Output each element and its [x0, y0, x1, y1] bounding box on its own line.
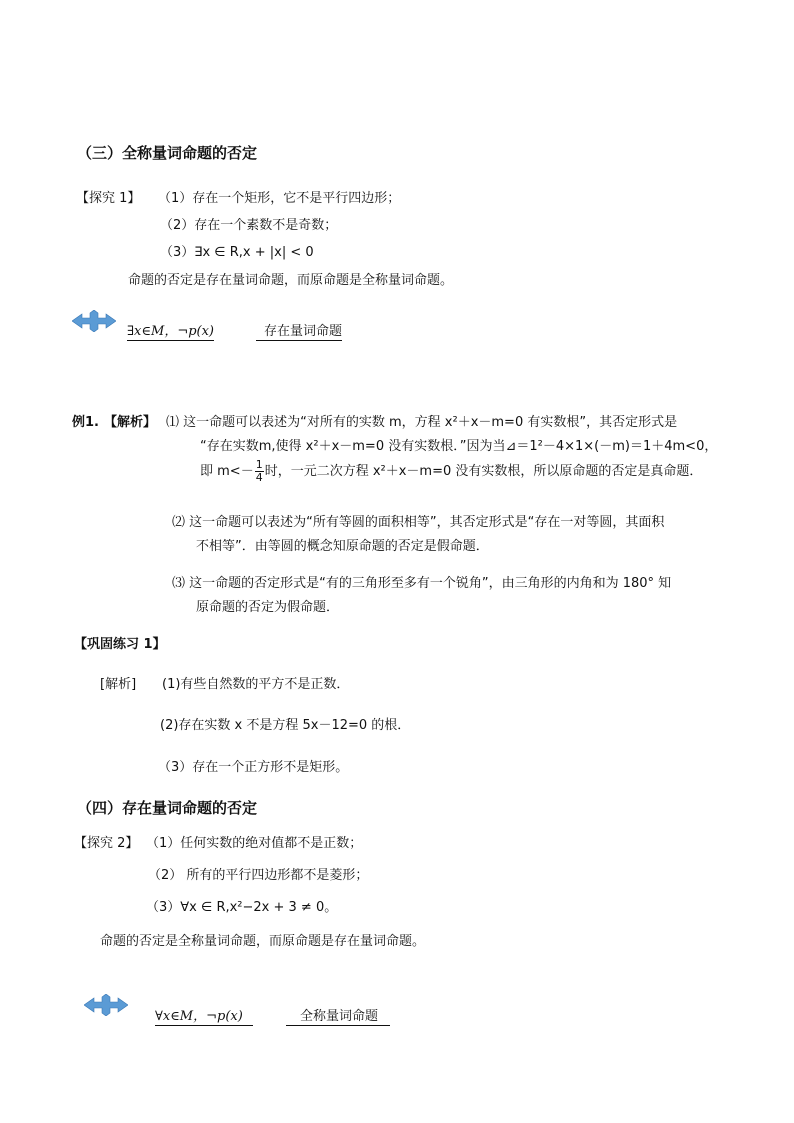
explore2-item-1: （1）任何实数的绝对值都不是正数； — [146, 836, 363, 851]
fraction-one-quarter — [255, 459, 264, 484]
example1-p1-line3 — [200, 459, 702, 484]
four-way-arrow-icon — [84, 994, 128, 1016]
fill-answer-2: 全称量词命题 — [286, 1005, 390, 1026]
fill-answer-1: 存在量词命题 — [256, 320, 342, 341]
explore1-conclusion: 命题的否定是存在量词命题，而原命题是全称量词命题。 — [128, 273, 454, 288]
practice1-item-2: (2)存在实数 x 不是方程 5x－12=0 的根． — [160, 718, 411, 733]
explore1-item-3: （3）∃x ∈ R,x + |x| < 0 — [160, 245, 314, 260]
example1-analysis-label: 【解析】 — [104, 415, 157, 430]
section4-heading: （四）存在量词命题的否定 — [77, 799, 258, 817]
example1-label: 例1. — [72, 415, 99, 430]
example1-p1-line2: “存在实数m,使得 x²＋x－m=0 没有实数根．”因为当⊿＝1²－4×1×(－m)＝1＋4m<0， — [200, 439, 718, 454]
explore2-item-3: （3）∀x ∈ R,x²−2x + 3 ≠ 0。 — [146, 900, 338, 915]
practice1-item-3: （3）存在一个正方形不是矩形。 — [158, 760, 349, 775]
explore2-conclusion: 命题的否定是全称量词命题，而原命题是存在量词命题。 — [100, 934, 426, 949]
p1-line3-prefix: 即 m<－ — [200, 464, 254, 479]
practice1-analysis-label: [解析] — [100, 677, 137, 692]
four-way-arrow-icon — [72, 310, 116, 332]
explore2-label: 【探究 2】 — [74, 836, 139, 851]
fill-formula-1: ∃x∈M，¬p(x) — [127, 320, 214, 341]
fraction-denominator: 4 — [255, 471, 263, 484]
explore1-item-2: （2）存在一个素数不是奇数； — [160, 218, 338, 233]
example1-p2-line2: 不相等”．由等圆的概念知原命题的否定是假命题． — [196, 539, 489, 554]
p1-line3-suffix: 时，一元二次方程 x²＋x－m=0 没有实数根，所以原命题的否定是真命题． — [264, 464, 703, 479]
explore1-label: 【探究 1】 — [76, 191, 141, 206]
example1-p1-line1: ⑴ 这一命题可以表述为“对所有的实数 m，方程 x²＋x－m=0 有实数根”，其否定形式是 — [166, 415, 678, 430]
fill-formula-2: ∀x∈M，¬p(x) — [155, 1005, 253, 1026]
explore2-item-2: （2） 所有的平行四边形都不是菱形； — [148, 868, 369, 883]
example1-p3-line2: 原命题的否定为假命题． — [196, 600, 340, 615]
section3-heading: （三）全称量词命题的否定 — [77, 144, 258, 162]
example1-p2-line1: ⑵ 这一命题可以表述为“所有等圆的面积相等”，其否定形式是“存在一对等圆，其面积 — [172, 515, 665, 530]
explore1-item-1: （1）存在一个矩形，它不是平行四边形； — [158, 191, 401, 206]
example1-p3-line1: ⑶ 这一命题的否定形式是“有的三角形至多有一个锐角”，由三角形的内角和为 180° 知 — [172, 576, 672, 591]
practice1-label: 【巩固练习 1】 — [74, 637, 166, 652]
fraction-numerator: 1 — [255, 458, 263, 471]
practice1-item-1: (1)有些自然数的平方不是正数． — [162, 677, 350, 692]
